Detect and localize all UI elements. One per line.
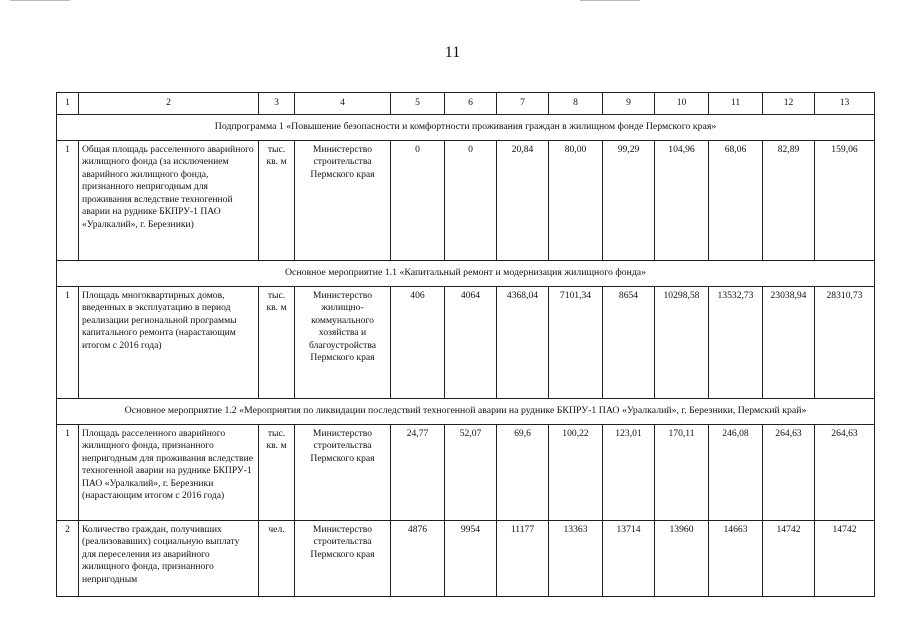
- responsible-ministry: Министерство строительства Пермского края: [295, 425, 391, 521]
- indicator-value: 23038,94: [763, 287, 815, 399]
- unit-of-measure: чел.: [259, 521, 295, 597]
- column-header-cell: 5: [391, 93, 445, 115]
- indicator-name: Площадь расселенного аварийного жилищного фонда, признанного непригодным для проживания вследствие техногенной аварии на руднике БКПРУ-1 ПАО «Уралкалий», г. Березники (нарастающим итогом с 2016 года): [79, 425, 259, 521]
- row-number: 1: [57, 141, 79, 261]
- indicator-value: 170,11: [655, 425, 709, 521]
- indicator-value: 68,06: [709, 141, 763, 261]
- section-title-row: [57, 399, 875, 425]
- section-title-row: [57, 115, 875, 141]
- column-number-header-row: [57, 93, 875, 115]
- indicator-value: 8654: [603, 287, 655, 399]
- section-title: Основное мероприятие 1.1 «Капитальный ремонт и модернизация жилищного фонда»: [57, 261, 875, 287]
- responsible-ministry: Министерство строительства Пермского края: [295, 521, 391, 597]
- indicator-value: 13960: [655, 521, 709, 597]
- indicator-value: 159,06: [815, 141, 875, 261]
- column-header-cell: 2: [79, 93, 259, 115]
- responsible-ministry: Министерство строительства Пермского края: [295, 141, 391, 261]
- indicator-value: 10298,58: [655, 287, 709, 399]
- indicator-name: Площадь многоквартирных домов, введенных в эксплуатацию в период реализации региональной программы капитального ремонта (нарастающим итогом с 2016 года): [79, 287, 259, 399]
- indicator-value: 13363: [549, 521, 603, 597]
- indicator-value: 0: [391, 141, 445, 261]
- indicators-table: [56, 92, 875, 597]
- unit-of-measure: тыс. кв. м: [259, 425, 295, 521]
- indicator-value: 123,01: [603, 425, 655, 521]
- indicator-value: 264,63: [815, 425, 875, 521]
- column-header-cell: 6: [445, 93, 497, 115]
- indicator-value: 7101,34: [549, 287, 603, 399]
- indicator-value: 28310,73: [815, 287, 875, 399]
- table-row: [57, 287, 875, 399]
- section-title-row: [57, 261, 875, 287]
- indicator-value: 52,07: [445, 425, 497, 521]
- indicator-value: 14742: [815, 521, 875, 597]
- indicator-value: 99,29: [603, 141, 655, 261]
- table-row: [57, 141, 875, 261]
- indicator-value: 24,77: [391, 425, 445, 521]
- indicator-value: 100,22: [549, 425, 603, 521]
- indicator-value: 264,63: [763, 425, 815, 521]
- indicator-value: 0: [445, 141, 497, 261]
- indicator-value: 4064: [445, 287, 497, 399]
- unit-of-measure: тыс. кв. м: [259, 287, 295, 399]
- indicator-value: 13532,73: [709, 287, 763, 399]
- row-number: 1: [57, 287, 79, 399]
- column-header-cell: 12: [763, 93, 815, 115]
- indicator-value: 80,00: [549, 141, 603, 261]
- indicator-value: 82,89: [763, 141, 815, 261]
- indicator-value: 14742: [763, 521, 815, 597]
- indicator-name: Количество граждан, получивших (реализовавших) социальную выплату для переселения из аварийного жилищного фонда, признанного непригодным: [79, 521, 259, 597]
- table-body: [57, 93, 875, 597]
- table-row: [57, 425, 875, 521]
- column-header-cell: 8: [549, 93, 603, 115]
- section-title: Основное мероприятие 1.2 «Мероприятия по ликвидации последствий техногенной аварии на руднике БКПРУ-1 ПАО «Уралкалий», г. Березники, Пермский край»: [57, 399, 875, 425]
- column-header-cell: 4: [295, 93, 391, 115]
- row-number: 1: [57, 425, 79, 521]
- column-header-cell: 11: [709, 93, 763, 115]
- row-number: 2: [57, 521, 79, 597]
- indicator-value: 14663: [709, 521, 763, 597]
- unit-of-measure: тыс. кв. м: [259, 141, 295, 261]
- indicator-name: Общая площадь расселенного аварийного жилищного фонда (за исключением аварийного жилищного фонда, признанного непригодным для проживания вследствие техногенной аварии на руднике БКПРУ-1 ПАО «Уралкалий», г. Березники): [79, 141, 259, 261]
- indicator-value: 69,6: [497, 425, 549, 521]
- column-header-cell: 13: [815, 93, 875, 115]
- indicator-value: 246,08: [709, 425, 763, 521]
- column-header-cell: 9: [603, 93, 655, 115]
- indicator-value: 11177: [497, 521, 549, 597]
- top-edge-rule: [580, 0, 640, 1]
- page-number: 11: [444, 44, 461, 61]
- column-header-cell: 10: [655, 93, 709, 115]
- indicator-value: 20,84: [497, 141, 549, 261]
- indicator-value: 406: [391, 287, 445, 399]
- column-header-cell: 7: [497, 93, 549, 115]
- indicator-value: 104,96: [655, 141, 709, 261]
- section-title: Подпрограмма 1 «Повышение безопасности и комфортности проживания граждан в жилищном фонде Пермского края»: [57, 115, 875, 141]
- column-header-cell: 3: [259, 93, 295, 115]
- indicator-value: 4876: [391, 521, 445, 597]
- table-row: [57, 521, 875, 597]
- column-header-cell: 1: [57, 93, 79, 115]
- indicator-value: 13714: [603, 521, 655, 597]
- top-edge-rule: [10, 0, 70, 1]
- responsible-ministry: Министерство жилищно-коммунального хозяйства и благоустройства Пермского края: [295, 287, 391, 399]
- indicator-value: 9954: [445, 521, 497, 597]
- indicator-value: 4368,04: [497, 287, 549, 399]
